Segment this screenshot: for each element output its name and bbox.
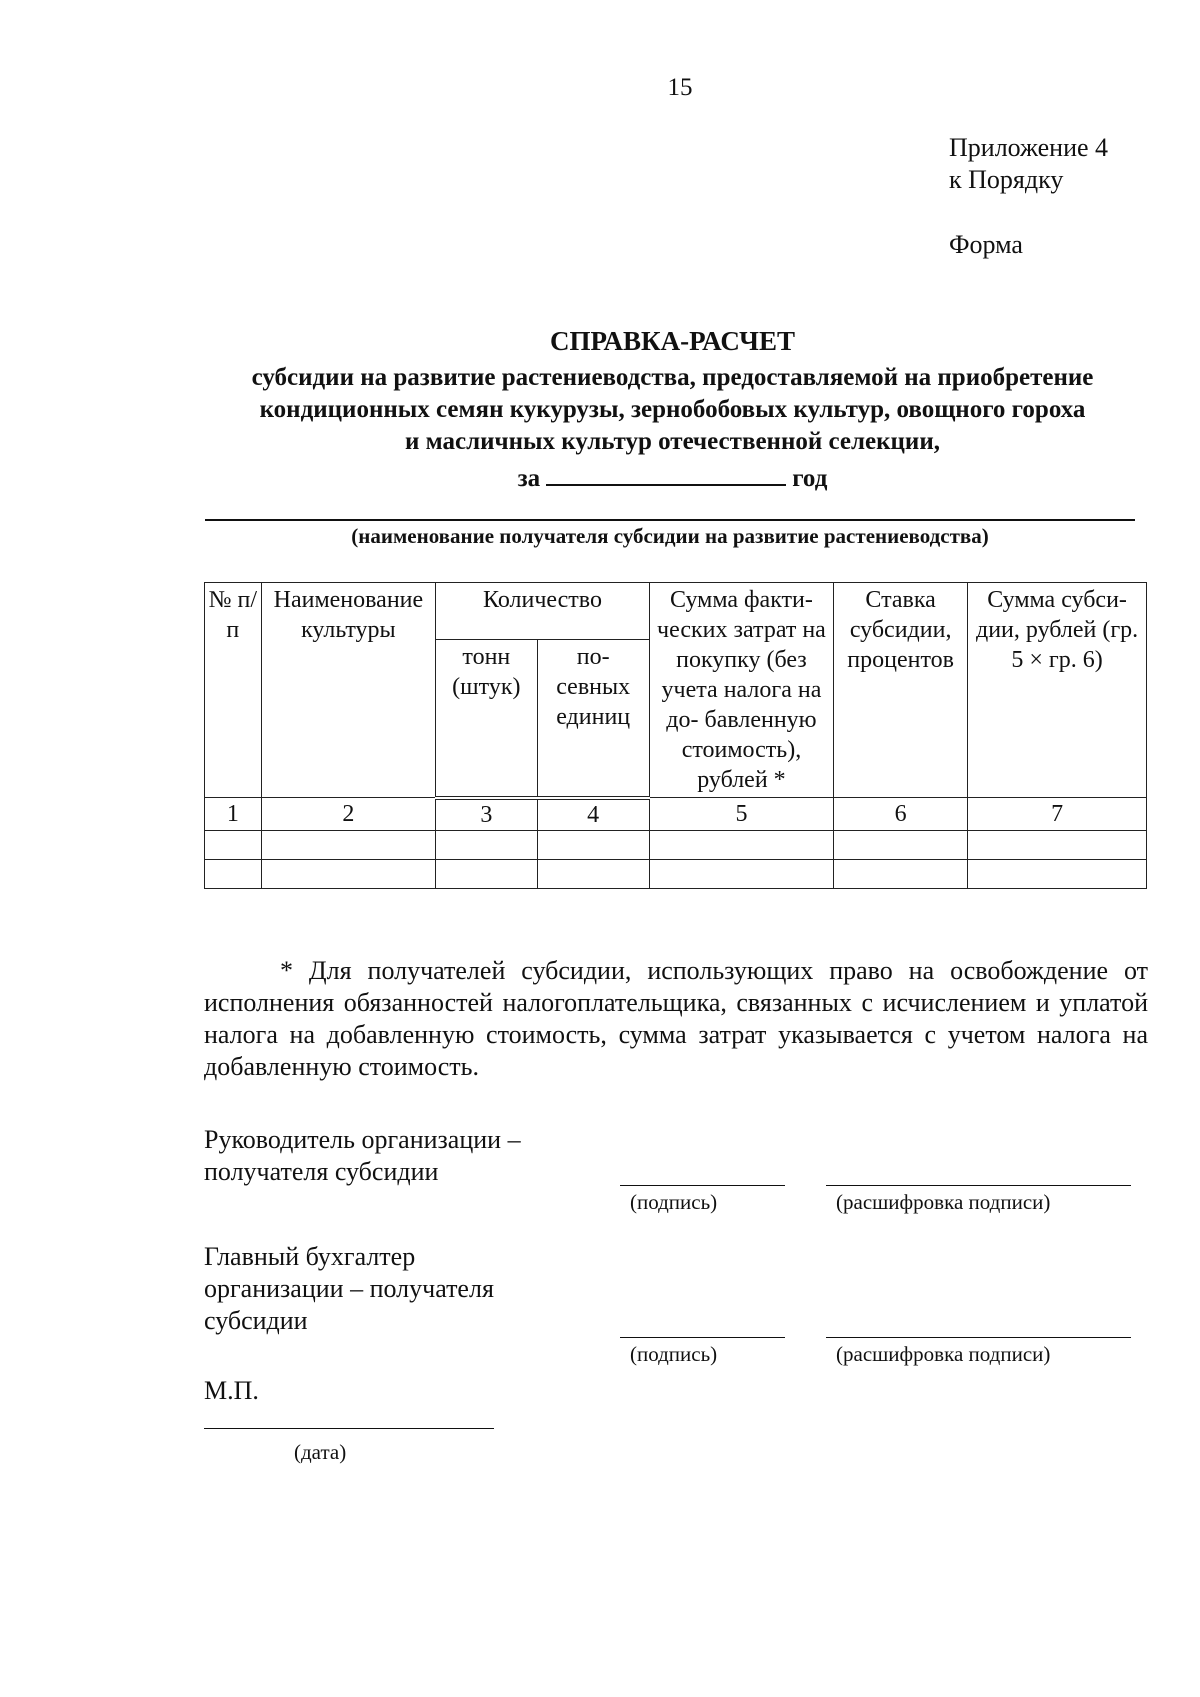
table-cell[interactable]: [968, 859, 1147, 888]
table-row: [205, 859, 1147, 888]
calculation-table: [204, 582, 1147, 889]
subtitle-line-3: и масличных культур отечественной селекции,: [405, 428, 940, 455]
header-subsidy-amount: Сумма субси- дии, рублей (гр. 5 × гр. 6): [968, 583, 1147, 798]
table-row: [205, 830, 1147, 859]
head-signature-line[interactable]: [620, 1185, 785, 1186]
table-cell[interactable]: [261, 859, 435, 888]
footnote-text: * Для получателей субсидии, использующих право на освобождение от исполнения обязанностей налогоплательщика, связанных с исчислением и уплатой налога на добавленную стоимость, сумма затрат указывается с учетом налога на добавленную стоимость.: [204, 956, 1148, 1081]
column-number: 2: [261, 798, 435, 831]
table-cell[interactable]: [205, 830, 262, 859]
head-decoding-line[interactable]: [826, 1185, 1131, 1186]
accountant-decoding-caption: (расшифровка подписи): [836, 1342, 1051, 1366]
accountant-signature-caption: (подпись): [630, 1342, 718, 1366]
column-number: 4: [537, 798, 649, 831]
page-number: 15: [667, 74, 693, 101]
appendix-reference: [949, 132, 1108, 196]
head-signature-caption: (подпись): [630, 1190, 718, 1214]
year-line: [200, 462, 1145, 493]
subtitle-line-1: субсидии на развитие растениеводства, предоставляемой на приобретение: [251, 364, 1094, 391]
footnote: [204, 955, 1148, 1083]
subtitle-line-2: кондиционных семян кукурузы, зернобобовых культур, овощного гороха: [259, 396, 1086, 423]
column-number: 6: [834, 798, 968, 831]
header-tons: тонн (штук): [436, 640, 537, 798]
year-input-blank[interactable]: [546, 462, 786, 486]
head-label-line-2: получателя субсидии: [204, 1157, 439, 1186]
header-quantity: Количество: [436, 583, 650, 640]
accountant-signature-line[interactable]: [620, 1337, 785, 1338]
table-cell[interactable]: [537, 830, 649, 859]
document-title: СПРАВКА-РАСЧЕТ: [550, 326, 795, 356]
table-cell[interactable]: [436, 859, 537, 888]
table-cell[interactable]: [968, 830, 1147, 859]
year-prefix: за: [517, 465, 541, 492]
header-number: № п/п: [205, 583, 262, 798]
header-actual-costs: Сумма факти- ческих затрат на покупку (без учета налога на до- бавленную стоимость), рублей *: [649, 583, 833, 798]
table-cell[interactable]: [261, 830, 435, 859]
head-label-line-1: Руководитель организации –: [204, 1125, 521, 1154]
accountant-label-line-3: субсидии: [204, 1306, 308, 1335]
accountant-label-line-1: Главный бухгалтер: [204, 1242, 416, 1271]
head-signature-label: [204, 1124, 521, 1188]
date-line[interactable]: [204, 1428, 494, 1429]
header-seed-units: по- севных единиц: [537, 640, 649, 798]
table-cell[interactable]: [537, 859, 649, 888]
column-number: 5: [649, 798, 833, 831]
recipient-caption: (наименование получателя субсидии на развитие растениеводства): [351, 524, 989, 548]
header-subsidy-rate: Ставка субсидии, процентов: [834, 583, 968, 798]
date-caption: (дата): [294, 1440, 347, 1464]
column-number: 3: [436, 798, 537, 831]
table-cell[interactable]: [649, 830, 833, 859]
table-cell[interactable]: [205, 859, 262, 888]
table-cell[interactable]: [834, 859, 968, 888]
table-cell[interactable]: [834, 830, 968, 859]
accountant-label-line-2: организации – получателя: [204, 1274, 494, 1303]
form-label: Форма: [949, 230, 1023, 259]
accountant-signature-label: [204, 1241, 494, 1337]
year-suffix: год: [792, 465, 828, 492]
appendix-line-1: Приложение 4: [949, 133, 1109, 162]
table-cell[interactable]: [436, 830, 537, 859]
head-decoding-caption: (расшифровка подписи): [836, 1190, 1051, 1214]
header-crop-name: Наименование культуры: [261, 583, 435, 798]
column-number-row: [205, 798, 1147, 831]
recipient-name-line[interactable]: [205, 519, 1135, 521]
appendix-line-2: к Порядку: [949, 165, 1064, 194]
stamp-label: М.П.: [204, 1376, 259, 1405]
accountant-decoding-line[interactable]: [826, 1337, 1131, 1338]
document-subtitle: [200, 362, 1145, 458]
table-cell[interactable]: [649, 859, 833, 888]
column-number: 1: [205, 798, 262, 831]
column-number: 7: [968, 798, 1147, 831]
